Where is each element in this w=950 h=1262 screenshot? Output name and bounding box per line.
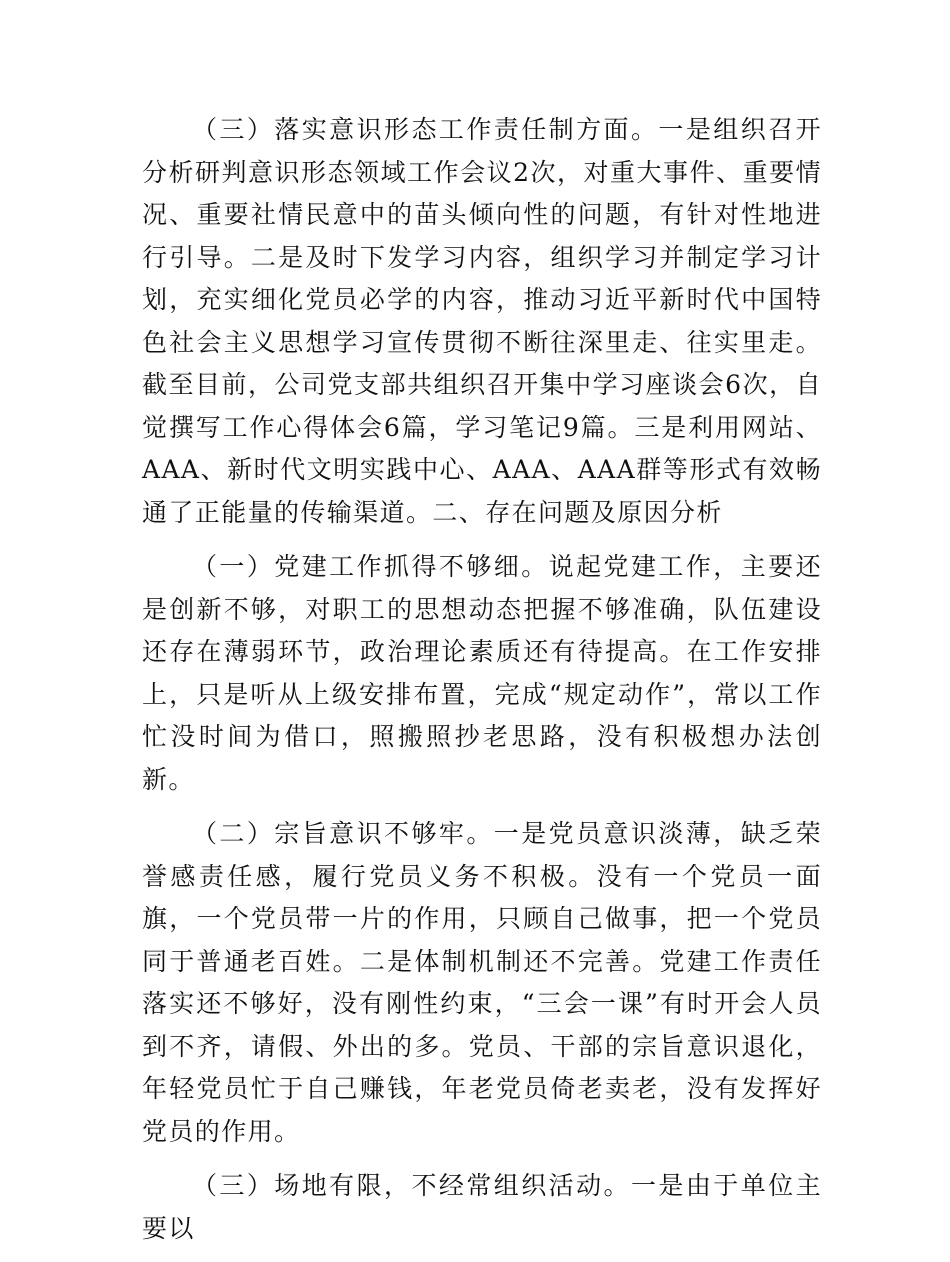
paragraph-party-building-detail: （一）党建工作抓得不够细。说起党建工作，主要还是创新不够，对职工的思想动态把握不够准确，队伍建设还存在薄弱环节，政治理论素质还有待提高。在工作安排上，只是听从上级安排布置，完成“规定动作”，常以工作忙没时间为借口，照搬照抄老思路，没有积极想办法创新。 [142,552,822,794]
paragraph-purpose-awareness: （二）宗旨意识不够牢。一是党员意识淡薄，缺乏荣誉感责任感，履行党员义务不积极。没有一个党员一面旗，一个党员带一片的作用，只顾自己做事，把一个党员同于普通老百姓。二是体制机制还不完善。党建工作责任落实还不够好，没有刚性约束，“三会一课”有时开会人员到不齐，请假、外出的多。党员、干部的宗旨意识退化，年轻党员忙于自己赚钱，年老党员倚老卖老，没有发挥好党员的作用。 [142,819,822,1146]
paragraph-ideology-responsibility: （三）落实意识形态工作责任制方面。一是组织召开分析研判意识形态领域工作会议2次，对重大事件、重要情况、重要社情民意中的苗头倾向性的问题，有针对性地进行引导。二是及时下发学习内容，组织学习并制定学习计划，充实细化党员必学的内容，推动习近平新时代中国特色社会主义思想学习宣传贯彻不断往深里走、往实里走。截至目前，公司党支部共组织召开集中学习座谈会6次，自觉撰写工作心得体会6篇，学习笔记9篇。三是利用网站、AAA、新时代文明实践中心、AAA、AAA群等形式有效畅通了正能量的传输渠道。二、存在问题及原因分析 [142,115,822,527]
paragraph-limited-venue: （三）场地有限，不经常组织活动。一是由于单位主要以 [142,1171,822,1243]
document-body [142,109,822,1262]
